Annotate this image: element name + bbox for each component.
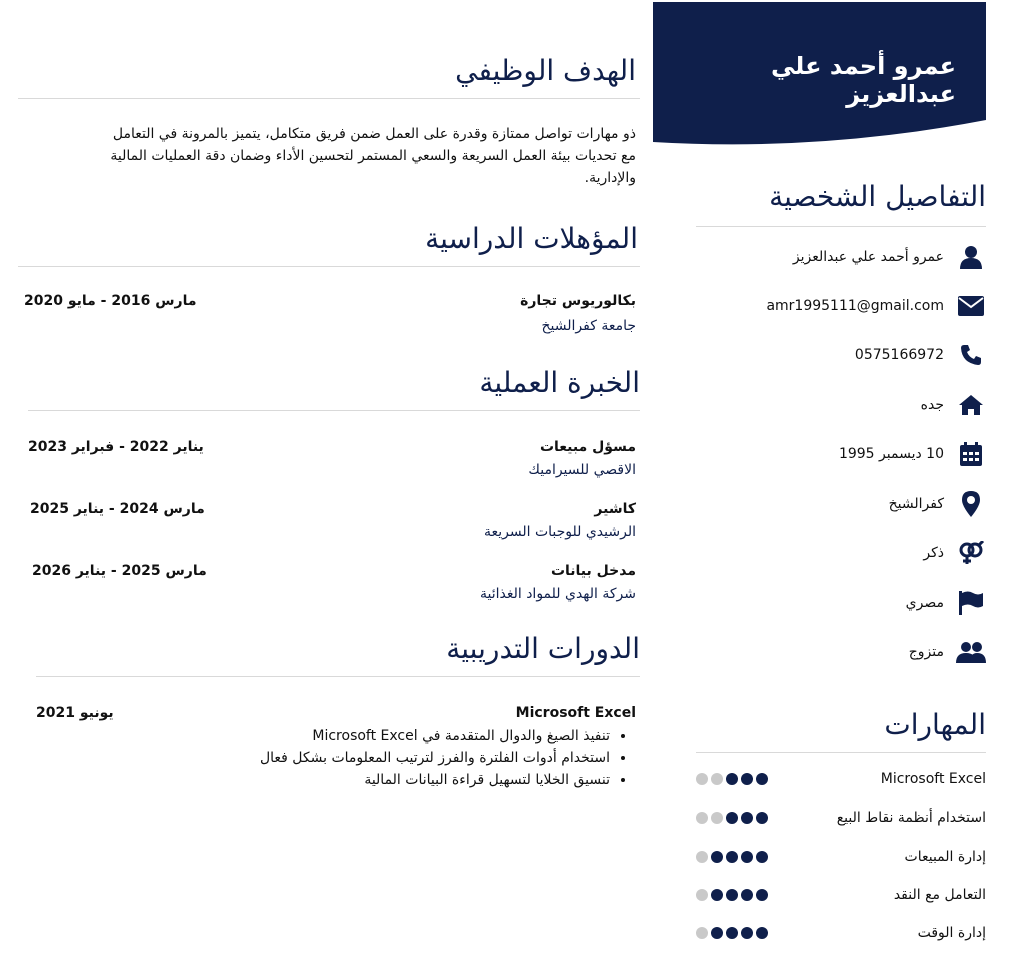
skill-dot-filled <box>756 851 768 863</box>
skill-row <box>696 807 986 829</box>
skill-dot-filled <box>726 851 738 863</box>
skill-dot-filled <box>726 773 738 785</box>
user-icon <box>956 244 986 270</box>
skill-dot-filled <box>711 889 723 901</box>
skill-dot-filled <box>726 889 738 901</box>
divider <box>28 410 640 411</box>
education-title: المؤهلات الدراسية <box>425 222 638 255</box>
course-bullet: • تنفيذ الصيغ والدوال المتقدمة في Microsoft Excel <box>260 725 610 747</box>
detail-birthdate <box>681 439 986 469</box>
phone-icon <box>956 342 986 368</box>
divider <box>18 98 640 99</box>
skill-label: التعامل مع النقد <box>893 887 986 903</box>
skill-level <box>696 927 768 939</box>
detail-marital-status <box>681 637 986 667</box>
skill-dot-empty <box>711 812 723 824</box>
skill-row <box>696 768 986 790</box>
course-date: يونيو 2021 <box>36 705 114 721</box>
detail-email <box>681 291 986 321</box>
users-icon <box>956 639 986 665</box>
divider <box>36 676 640 677</box>
detail-value: ذكر <box>923 545 944 561</box>
detail-phone <box>681 340 986 370</box>
education-date: مارس 2016 - مايو 2020 <box>24 293 197 309</box>
skill-dot-filled <box>711 927 723 939</box>
objective-title: الهدف الوظيفي <box>455 54 636 87</box>
skill-dot-filled <box>711 851 723 863</box>
skill-dot-filled <box>756 927 768 939</box>
skill-dot-empty <box>696 889 708 901</box>
objective-line: ذو مهارات تواصل ممتازة وقدرة على العمل ضمن فريق متكامل، يتميز بالمرونة في التعامل <box>112 126 636 142</box>
skill-label: Microsoft Excel <box>880 771 986 787</box>
calendar-icon <box>956 441 986 467</box>
skill-level <box>696 851 768 863</box>
envelope-icon <box>956 293 986 319</box>
experience-date: يناير 2022 - فبراير 2023 <box>28 439 204 455</box>
skill-dot-filled <box>741 889 753 901</box>
skill-dot-empty <box>696 851 708 863</box>
skill-label: إدارة المبيعات <box>904 849 986 865</box>
main-content <box>18 0 640 979</box>
course-bullet: • استخدام أدوات الفلترة والفرز لترتيب المعلومات بشكل فعال <box>260 747 610 769</box>
course-bullets <box>260 725 630 791</box>
skill-dot-empty <box>696 927 708 939</box>
skill-level <box>696 812 768 824</box>
detail-value: مصري <box>905 595 944 611</box>
education-school: جامعة كفرالشيخ <box>541 318 636 334</box>
detail-value: 10 ديسمبر 1995 <box>838 446 944 462</box>
experience-title: الخبرة العملية <box>479 366 640 399</box>
detail-value: جده <box>920 397 944 413</box>
skill-dot-filled <box>741 927 753 939</box>
skill-dot-empty <box>711 773 723 785</box>
experience-company: شركة الهدي للمواد الغذائية <box>479 586 636 602</box>
skill-dot-filled <box>756 889 768 901</box>
experience-company: الرشيدي للوجبات السريعة <box>483 524 636 540</box>
skill-row <box>696 922 986 944</box>
sidebar <box>681 0 986 979</box>
flag-icon <box>956 590 986 616</box>
personal-details-title: التفاصيل الشخصية <box>769 180 986 213</box>
skill-dot-filled <box>756 773 768 785</box>
skill-row <box>696 884 986 906</box>
gender-icon <box>956 540 986 566</box>
education-degree: بكالوريوس تجارة <box>520 293 636 309</box>
detail-location <box>681 489 986 519</box>
skill-dot-filled <box>726 927 738 939</box>
skill-dot-filled <box>741 773 753 785</box>
detail-value: كفرالشيخ <box>888 496 944 512</box>
detail-value[interactable]: amr1995111@gmail.com <box>766 298 944 314</box>
skill-level <box>696 773 768 785</box>
course-bullet: • تنسيق الخلايا لتسهيل قراءة البيانات المالية <box>260 769 610 791</box>
experience-date: مارس 2025 - يناير 2026 <box>32 563 207 579</box>
skill-dot-filled <box>756 812 768 824</box>
objective-line: مع تحديات بيئة العمل السريعة والسعي المستمر لتحسين الأداء وضمان دقة العمليات المالية <box>110 148 636 164</box>
objective-line: والإدارية. <box>584 170 636 186</box>
detail-city <box>681 390 986 420</box>
detail-value[interactable]: 0575166972 <box>854 347 944 363</box>
objective-text <box>36 123 636 189</box>
divider <box>18 266 640 267</box>
course-title: Microsoft Excel <box>515 705 636 721</box>
detail-value: متزوج <box>908 644 944 660</box>
candidate-name: عمرو أحمد علي عبدالعزيز <box>771 52 956 108</box>
divider <box>696 226 986 227</box>
courses-title: الدورات التدريبية <box>446 632 640 665</box>
skill-dot-empty <box>696 812 708 824</box>
detail-name <box>681 242 986 272</box>
skill-dot-filled <box>741 851 753 863</box>
detail-value: عمرو أحمد علي عبدالعزيز <box>792 249 944 265</box>
experience-job-title: مسؤل مبيعات <box>539 439 636 455</box>
experience-company: الاقصي للسيراميك <box>528 462 636 478</box>
detail-gender <box>681 538 986 568</box>
detail-nationality <box>681 588 986 618</box>
skill-label: إدارة الوقت <box>917 925 986 941</box>
skill-row <box>696 846 986 868</box>
experience-date: مارس 2024 - يناير 2025 <box>30 501 205 517</box>
home-icon <box>956 392 986 418</box>
experience-job-title: كاشير <box>594 501 636 517</box>
divider <box>696 752 986 753</box>
experience-job-title: مدخل بيانات <box>550 563 636 579</box>
skill-level <box>696 889 768 901</box>
skill-dot-empty <box>696 773 708 785</box>
skill-dot-filled <box>726 812 738 824</box>
skill-dot-filled <box>741 812 753 824</box>
skills-title: المهارات <box>884 708 986 741</box>
skill-label: استخدام أنظمة نقاط البيع <box>836 810 986 826</box>
location-pin-icon <box>956 491 986 517</box>
